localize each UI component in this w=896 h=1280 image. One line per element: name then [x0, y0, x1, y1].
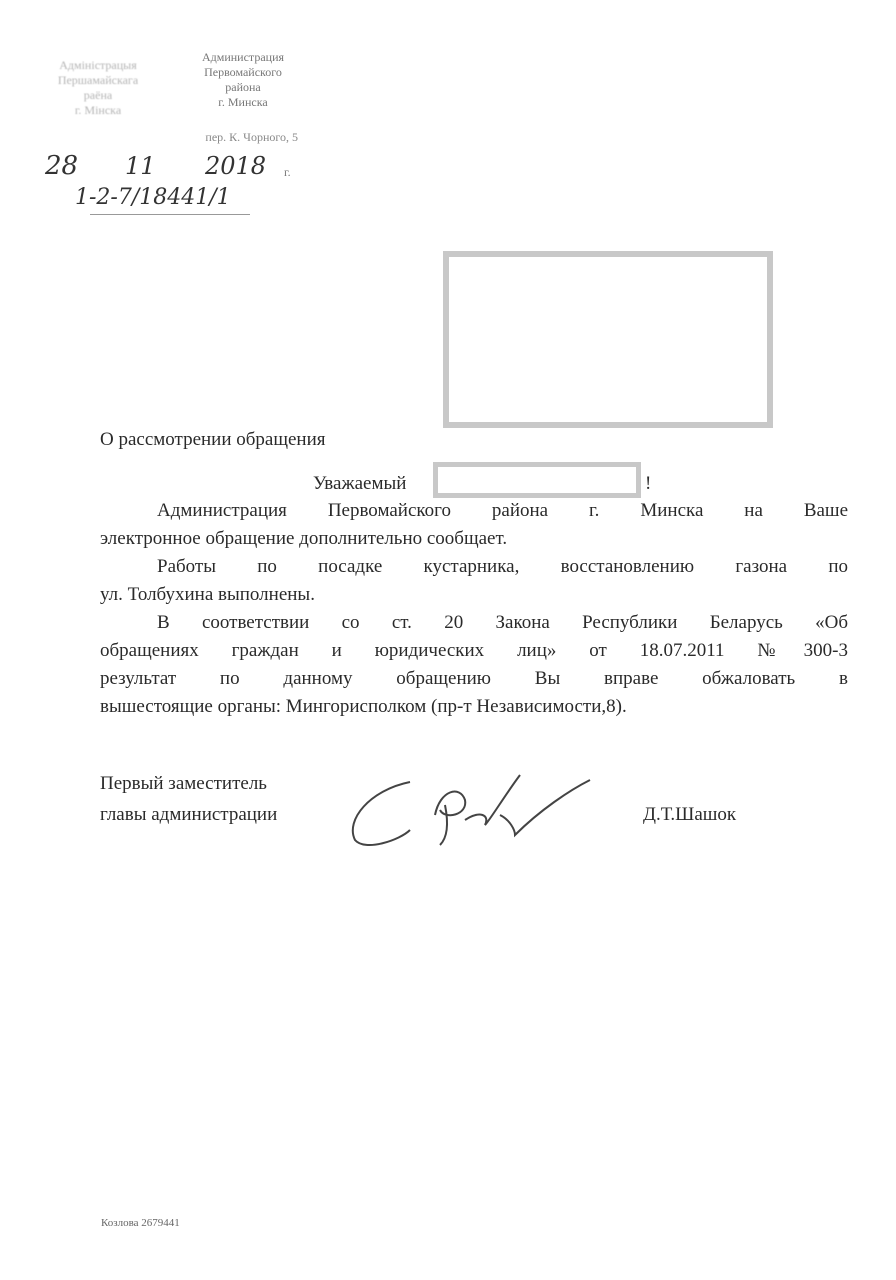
executor-footer: Козлова 2679441 — [101, 1217, 180, 1229]
stamp-line: Першамайскага — [57, 73, 139, 87]
handwritten-signature — [340, 760, 600, 860]
date-month: 11 — [125, 152, 156, 180]
date-year: 2018 — [205, 152, 267, 180]
signer-title-line: главы администрации — [100, 804, 278, 825]
paragraph-line: Администрация Первомайского района г. Минска на Ваше — [157, 500, 848, 521]
stamp-address: пер. К. Чорного, 5 — [205, 130, 298, 144]
paragraph-line: вышестоящие органы: Мингорисполком (пр-т Независимости,8). — [100, 696, 627, 717]
paragraph-line: Работы по посадке кустарника, восстановлению газона по — [157, 556, 848, 577]
paragraph-line: ул. Толбухина выполнены. — [100, 584, 315, 605]
paragraph-line: обращениях граждан и юридических лиц» от 18.07.2011 №300-3 — [100, 640, 848, 661]
greeting-word: Уважаемый — [313, 473, 407, 494]
registration-number: 1-2-7/18441/1 — [75, 185, 231, 210]
stamp-left-block — [28, 58, 168, 118]
stamp-line: раёна — [83, 88, 113, 102]
paragraph-line: электронное обращение дополнительно сообщает. — [100, 528, 508, 549]
registration-stamp — [28, 50, 298, 148]
redacted-address-block — [443, 251, 773, 428]
stamp-line: района — [225, 80, 261, 94]
paragraph-line: В соответствии со ст. 20 Закона Республики Беларусь «Об — [157, 612, 848, 633]
date-day: 28 — [45, 151, 79, 181]
greeting-end: ! — [645, 473, 652, 494]
stamp-line: Адміністрацыя — [59, 58, 137, 72]
signer-title-line: Первый заместитель — [100, 773, 267, 794]
paragraph-line: результат по данному обращению Вы вправе обжаловать в — [100, 668, 848, 689]
subject-line: О рассмотрении обращения — [100, 429, 326, 450]
reg-underline — [90, 214, 250, 215]
stamp-org-block — [188, 50, 298, 110]
signer-name: Д.Т.Шашок — [643, 804, 737, 825]
redacted-name — [433, 462, 641, 498]
stamp-line: Администрация — [201, 50, 285, 64]
stamp-line: г. Мінска — [74, 103, 122, 117]
stamp-line: г. Минска — [218, 95, 268, 109]
stamp-line: Первомайского — [204, 65, 282, 79]
year-suffix: г. — [284, 165, 291, 179]
